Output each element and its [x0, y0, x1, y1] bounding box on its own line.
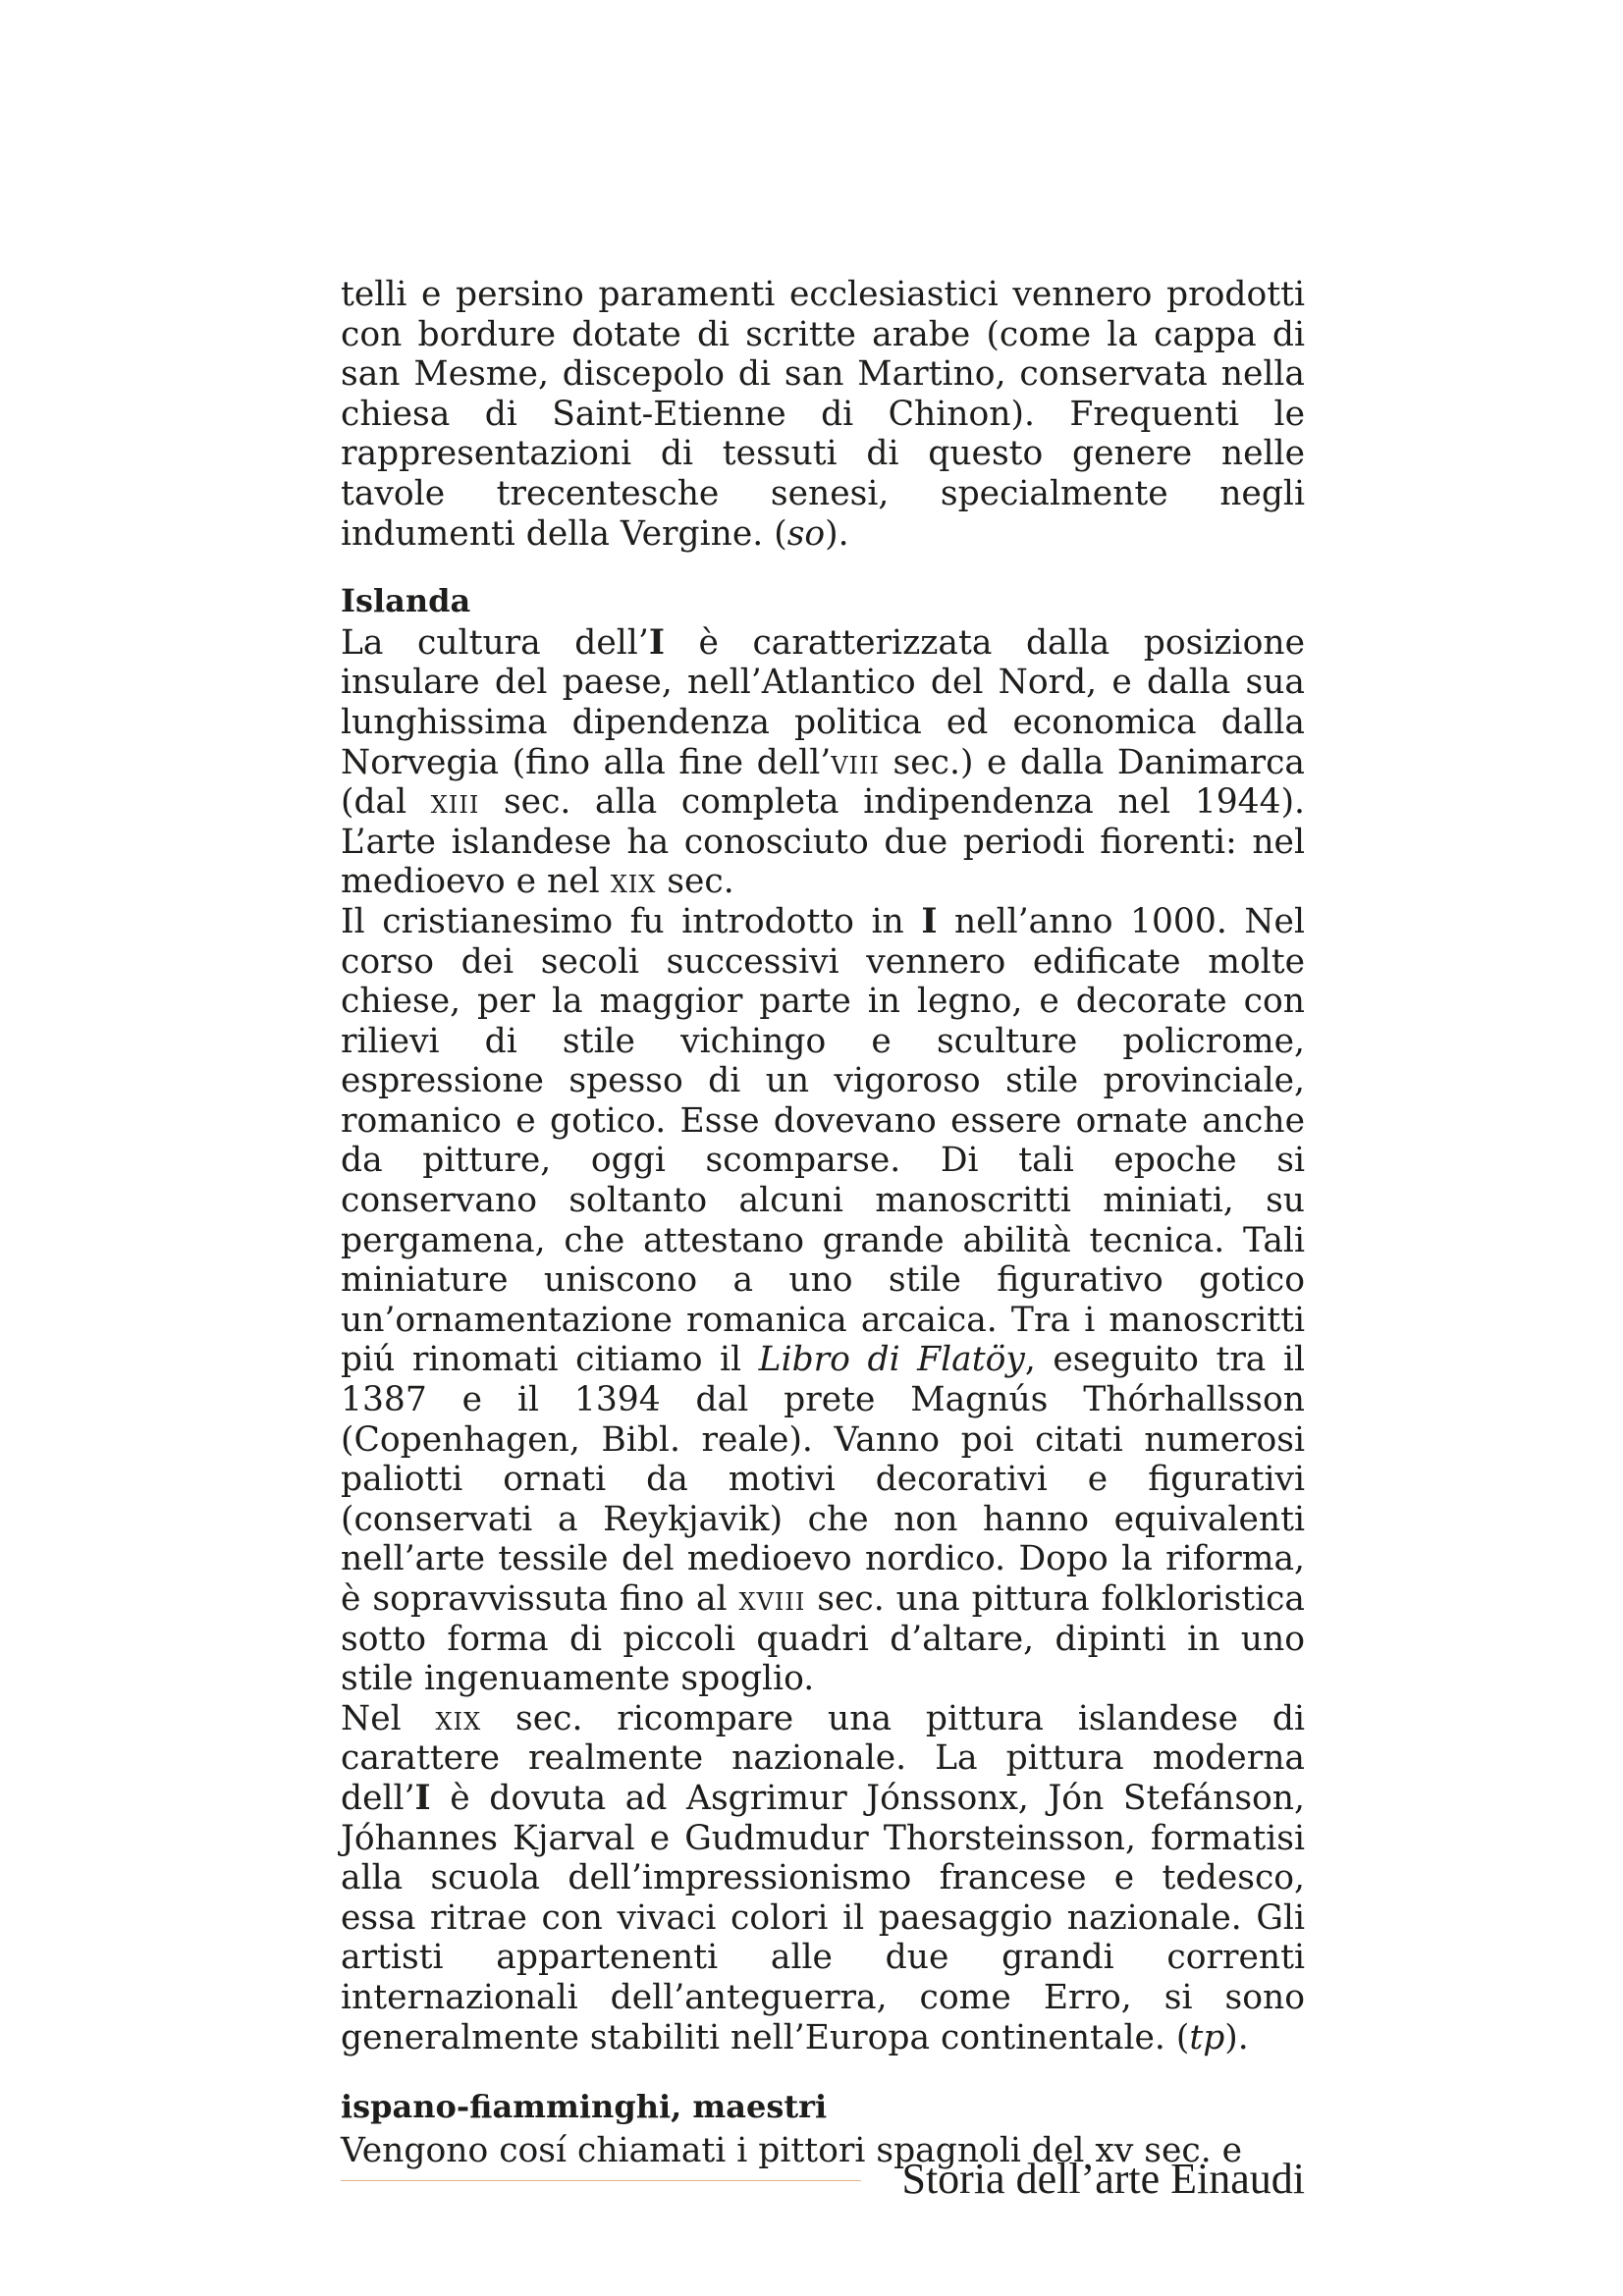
previous-entry-paragraph: [341, 275, 1305, 554]
text-run: è caratterizzata dalla posizione insulare del paese, nell’Atlantico del Nord, e dalla sua lunghissima dipendenza politica ed economica dalla Norvegia (fino alla fine dell’: [341, 622, 1305, 782]
text-run: ).: [1224, 2017, 1249, 2057]
islanda-paragraph-2: [341, 902, 1305, 1699]
text-run: sec.) e dalla Danimarca (dal: [341, 742, 1306, 823]
entry-abbreviation: I: [921, 901, 938, 941]
text-run: Nel: [341, 1698, 436, 1738]
footer-rule: [341, 2180, 861, 2181]
text-run: è dovuta ad Asgrimur Jónssonx, Jón Stefánson, Jóhannes Kjarval e Gudmudur Thorsteinsson, formatisi alla scuola dell’impressionismo francese e tedesco, essa ritrae con vivaci colori il paesaggio nazionale. Gli artisti appartenenti alle due grandi correnti internazionali dell’anteguerra, come Erro, si sono generalmente stabiliti nell’Europa continentale. (: [341, 1778, 1305, 2057]
text-run: sec.: [656, 862, 734, 902]
century-numeral: xiii: [430, 782, 480, 823]
islanda-paragraph-1: [341, 623, 1305, 902]
previous-entry-close: ).: [825, 513, 849, 554]
islanda-paragraph-3: [341, 1699, 1305, 2057]
book-title: Libro di Flatöy: [758, 1340, 1025, 1380]
text-run: sec. una pittura folkloristica sotto forma di piccoli quadri d’altare, dipinti in uno stile ingenuamente spoglio.: [341, 1579, 1305, 1699]
century-numeral: xix: [435, 1698, 482, 1738]
entry-abbreviation: I: [414, 1778, 431, 1818]
century-numeral: viii: [831, 742, 880, 782]
previous-entry-text: telli e persino paramenti ecclesiastici vennero prodotti con bordure dotate di scritte arabe (come la cappa di san Mesme, discepolo di san Martino, conservata nella chiesa di Saint-Etienne di Chinon). Frequenti le rappresentazioni di tessuti di questo genere nelle tavole trecentesche senesi, specialmente negli indumenti della Vergine. (: [341, 275, 1305, 554]
text-run: La cultura dell’: [341, 622, 649, 663]
entry-heading-islanda: Islanda: [341, 582, 471, 620]
century-numeral: xviii: [738, 1579, 806, 1619]
text-run: sec. alla completa indipendenza nel 1944). L’arte islandese ha conosciuto due periodi fiorenti: nel medioevo e nel: [341, 782, 1305, 902]
text-run: Il cristianesimo fu introdotto in: [341, 901, 922, 941]
author-initials: tp: [1189, 2017, 1225, 2057]
text-column: [341, 275, 1305, 2170]
century-numeral: xix: [610, 862, 657, 902]
entry-abbreviation: I: [648, 622, 665, 663]
text-run: nell’anno 1000. Nel corso dei secoli successivi vennero edificate molte chiese, per la maggior parte in legno, e decorate con rilievi di stile vichingo e sculture policrome, espressione spesso di un vigoroso stile provinciale, romanico e gotico. Esse dovevano essere ornate anche da pitture, oggi scomparse. Di tali epoche si conservano soltanto alcuni manoscritti miniati, su pergamena, che attestano grande abilità tecnica. Tali miniature uniscono a uno stile figurativo gotico un’ornamentazione romanica arcaica. Tra i manoscritti piú rinomati citiamo il: [341, 901, 1305, 1380]
text-run: , eseguito tra il 1387 e il 1394 dal prete Magnús Thórhallsson (Copenhagen, Bibl. reale). Vanno poi citati numerosi paliotti ornati da motivi decorativi e figurativi (conservati a Reykjavik) che non hanno equivalenti nell’arte tessile del medioevo nordico. Dopo la riforma, è sopravvissuta fino al: [341, 1340, 1306, 1619]
text-run: sec. ricompare una pittura islandese di carattere realmente nazionale. La pittura moderna dell’: [341, 1698, 1306, 1818]
footer-publication-title: Storia dell’arte Einaudi: [901, 2155, 1305, 2203]
ispano-paragraph-1: Vengono cosí chiamati i pittori spagnoli del xv sec. e: [341, 2130, 1243, 2170]
entry-heading-ispano-fiamminghi: ispano-fiamminghi, maestri: [341, 2088, 828, 2126]
author-initials: so: [786, 513, 826, 554]
